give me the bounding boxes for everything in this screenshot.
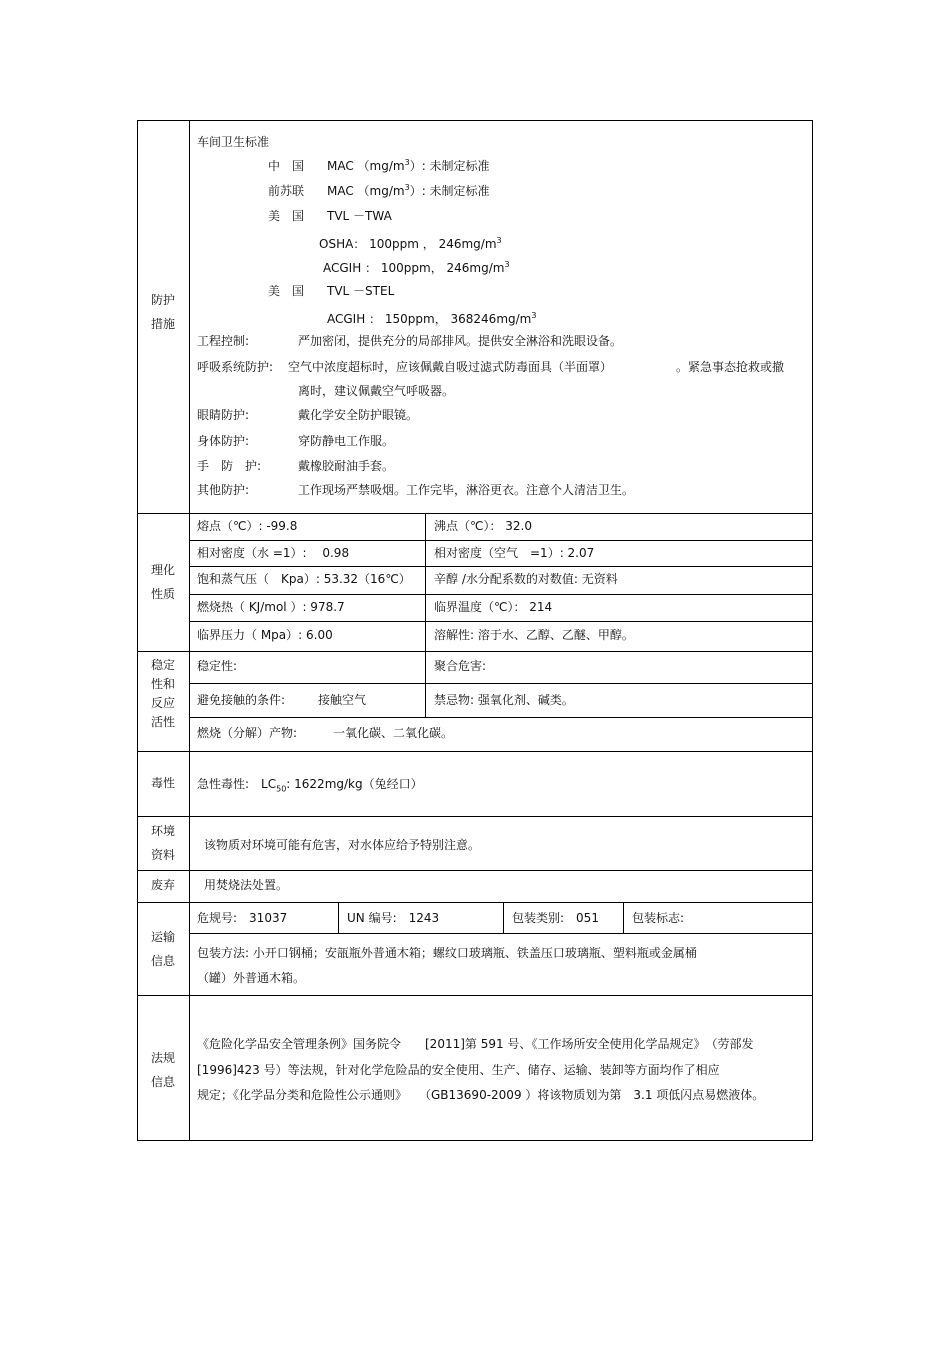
acgih-twa-limit: ACGIH ： 100ppm， $246mg/m^3$ bbox=[323, 260, 510, 275]
packing-class: 包装类别: 051 bbox=[512, 911, 599, 925]
boiling-point: 沸点（℃）： 32.0 bbox=[434, 519, 533, 533]
un-number: UN 编号: 1243 bbox=[347, 911, 440, 925]
section-label-stability: 稳定 性和 反应 活性 bbox=[150, 658, 175, 729]
country-china: 中 国 bbox=[268, 159, 305, 173]
acgih-stel-limit: ACGIH ： 150ppm， $368246mg/m^3$ bbox=[327, 311, 537, 326]
row-divider bbox=[189, 540, 813, 541]
critical-pressure: 临界压力（ Mpa）: 6.00 bbox=[197, 628, 333, 642]
respiratory-label: 呼吸系统防护: bbox=[197, 360, 274, 374]
combustion-products-label: 燃烧（分解）产物: bbox=[197, 726, 298, 740]
row-divider bbox=[189, 621, 813, 622]
row-divider bbox=[189, 683, 813, 684]
respiratory-value: 空气中浓度超标时，应该佩戴自吸过滤式防毒面具（半面罩） bbox=[288, 360, 613, 374]
polymerization-hazard: 聚合危害: bbox=[434, 659, 487, 673]
country-ussr: 前苏联 bbox=[268, 184, 305, 198]
incompatible-materials: 禁忌物: 强氧化剂、碱类。 bbox=[434, 693, 574, 707]
other-label: 其他防护: bbox=[197, 483, 250, 497]
heat-of-combustion: 燃烧热（ KJ/mol ）: 978.7 bbox=[197, 600, 345, 614]
combustion-products-value: 一氧化碳、二氧化碳。 bbox=[333, 726, 454, 740]
section-label-toxicity: 毒性 bbox=[150, 776, 175, 790]
octanol-water: 辛醇 /水分配系数的对数值: 无资料 bbox=[434, 572, 618, 586]
section-divider bbox=[189, 120, 190, 1141]
row-divider bbox=[137, 751, 813, 752]
packing-method: 包装方法: 小开口钢桶；安瓿瓶外普通木箱；螺纹口玻璃瓶、铁盖压口玻璃瓶、塑料瓶或金属桶 bbox=[197, 946, 697, 960]
osha-limit: OSHA： 100ppm ， $246mg/m^3$ bbox=[319, 236, 502, 251]
row-divider bbox=[137, 651, 813, 652]
disposal-text: 用焚烧法处置。 bbox=[204, 878, 289, 892]
body-value: 穿防静电工作服。 bbox=[298, 434, 395, 448]
section-label-transport: 运输 信息 bbox=[150, 930, 175, 968]
packing-mark: 包装标志: bbox=[632, 911, 685, 925]
avoid-conditions-value: 接触空气 bbox=[318, 693, 367, 707]
tvl-twa: TVL －TWA bbox=[327, 209, 392, 223]
country-usa-2: 美 国 bbox=[268, 284, 305, 298]
section-label-environment: 环境 资料 bbox=[150, 824, 175, 862]
section-label-protection: 防护 措施 bbox=[150, 293, 175, 331]
packing-method-line2: （罐）外普通木箱。 bbox=[197, 971, 306, 985]
melting-point: 熔点（℃）: -99.8 bbox=[197, 519, 298, 533]
environment-text: 该物质对环境可能有危害，对水体应给予特别注意。 bbox=[204, 838, 481, 852]
eye-label: 眼睛防护: bbox=[197, 408, 250, 422]
hand-label: 手 防 护: bbox=[197, 459, 262, 473]
other-value: 工作现场严禁吸烟。工作完毕，淋浴更衣。注意个人清洁卫生。 bbox=[298, 483, 635, 497]
density-water: 相对密度（水 =1）: 0.98 bbox=[197, 546, 350, 560]
eye-value: 戴化学安全防护眼镜。 bbox=[298, 408, 419, 422]
stability-field: 稳定性: bbox=[197, 659, 238, 673]
avoid-conditions-label: 避免接触的条件: bbox=[197, 693, 286, 707]
row-divider bbox=[189, 933, 813, 934]
section-label-regulation: 法规 信息 bbox=[150, 1051, 175, 1089]
mac-china: MAC $(mg/m^3)$: 未制定标准 bbox=[327, 158, 490, 173]
column-divider bbox=[425, 513, 426, 651]
regulation-line-2: [1996]423 号）等法规，针对化学危险品的安全使用、生产、储存、运输、装卸等方面均作了相应 bbox=[197, 1063, 720, 1077]
vapor-pressure: 饱和蒸气压（ Kpa）: 53.32（16℃） bbox=[197, 572, 411, 586]
row-divider bbox=[189, 594, 813, 595]
density-air: 相对密度（空气 =1）: 2.07 bbox=[434, 546, 595, 560]
tvl-stel: TVL －STEL bbox=[327, 284, 395, 298]
column-divider bbox=[425, 651, 426, 717]
row-divider bbox=[137, 995, 813, 996]
row-divider bbox=[137, 902, 813, 903]
column-divider bbox=[503, 902, 504, 933]
row-divider bbox=[137, 870, 813, 871]
row-divider bbox=[137, 816, 813, 817]
column-divider bbox=[338, 902, 339, 933]
hand-value: 戴橡胶耐油手套。 bbox=[298, 459, 395, 473]
acute-toxicity: 急性毒性: $LC_{50}$: 1622mg/kg（兔经口） bbox=[197, 777, 423, 794]
body-label: 身体防护: bbox=[197, 434, 250, 448]
mac-ussr: MAC $(mg/m^3)$: 未制定标准 bbox=[327, 183, 490, 198]
respiratory-value-cont: 。紧急事态抢救或撤 bbox=[676, 360, 785, 374]
engineering-control-value: 严加密闭，提供充分的局部排风。提供安全淋浴和洗眼设备。 bbox=[298, 334, 623, 348]
hazard-number: 危规号: 31037 bbox=[197, 911, 288, 925]
row-divider bbox=[137, 513, 813, 514]
workplace-title: 车间卫生标准 bbox=[197, 135, 270, 149]
section-label-disposal: 废弃 bbox=[150, 878, 175, 892]
critical-temperature: 临界温度（℃）： 214 bbox=[434, 600, 553, 614]
row-divider bbox=[189, 566, 813, 567]
row-divider bbox=[189, 717, 813, 718]
respiratory-value-line2: 离时，建议佩戴空气呼吸器。 bbox=[298, 384, 455, 398]
regulation-line-1: 《危险化学品安全管理条例》国务院令 [2011]第 591 号、《工作场所安全使用化学品规定》 （劳部发 bbox=[197, 1037, 754, 1051]
engineering-control-label: 工程控制: bbox=[197, 334, 250, 348]
section-label-physchem: 理化 性质 bbox=[150, 563, 175, 601]
regulation-line-3: 规定；《化学品分类和危险性公示通则》 （GB13690-2009 ）将该物质划为第 3.1 项低闪点易燃液体。 bbox=[197, 1088, 765, 1102]
country-usa: 美 国 bbox=[268, 209, 305, 223]
solubility: 溶解性: 溶于水、乙醇、乙醚、甲醇。 bbox=[434, 628, 634, 642]
column-divider bbox=[623, 902, 624, 933]
